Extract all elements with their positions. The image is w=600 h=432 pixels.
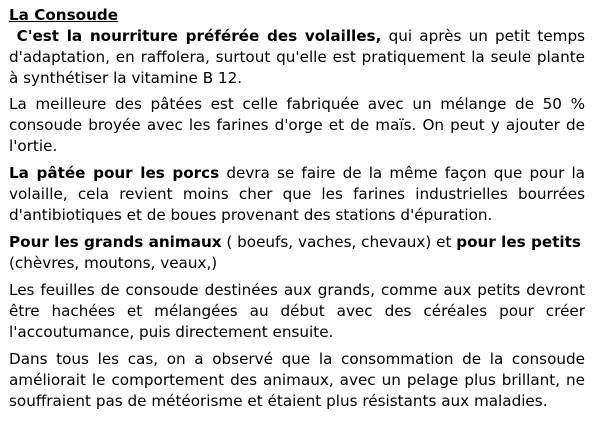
paragraph-feuilles: Les feuilles de consoude destinées aux grands, comme aux petits devront être hachées et mélangées au début avec des céréales pour créer l'accoutumance, puis directement ensuite. — [9, 281, 585, 341]
paragraph-volailles-text: qui après un petit temps d'adaptation, en raffolera, surtout qu'elle est pratiquement la seule plante à synthétiser la vitamine B 12. — [9, 27, 586, 87]
paragraph-grands-animaux-lead: Pour les grands animaux — [9, 233, 222, 251]
paragraph-porcs-text: devra se faire de la même façon que pour la volaille, cela revient moins cher que les farines industrielles bourrées d'antibiotiques et de boues provenant des stations d'épuration. — [9, 164, 585, 224]
paragraph-porcs-lead: La pâtée pour les porcs — [9, 164, 220, 182]
paragraph-petits-text: (chèvres, moutons, veaux,) — [9, 254, 218, 272]
paragraph-animaux — [9, 232, 585, 274]
page-title: La Consoude — [9, 6, 119, 24]
paragraph-volailles — [9, 26, 585, 89]
paragraph-grands-animaux-text: ( boeufs, vaches, chevaux) et — [221, 233, 457, 251]
paragraph-porcs — [9, 163, 585, 226]
paragraph-patees: La meilleure des pâtées est celle fabriquée avec un mélange de 50 % consoude broyée avec les farines d'orge et de maïs. On peut y ajouter de l'ortie. — [9, 95, 585, 155]
paragraph-volailles-lead: C'est la nourriture préférée des volailles, — [9, 27, 382, 45]
paragraph-petits-lead: pour les petits — [456, 233, 581, 251]
paragraph-conclusion: Dans tous les cas, on a observé que la consommation de la consoude améliorait le comportement des animaux, avec un pelage plus brillant, ne souffraient pas de météorisme et étaient plus résistants aux maladies. — [9, 350, 585, 410]
